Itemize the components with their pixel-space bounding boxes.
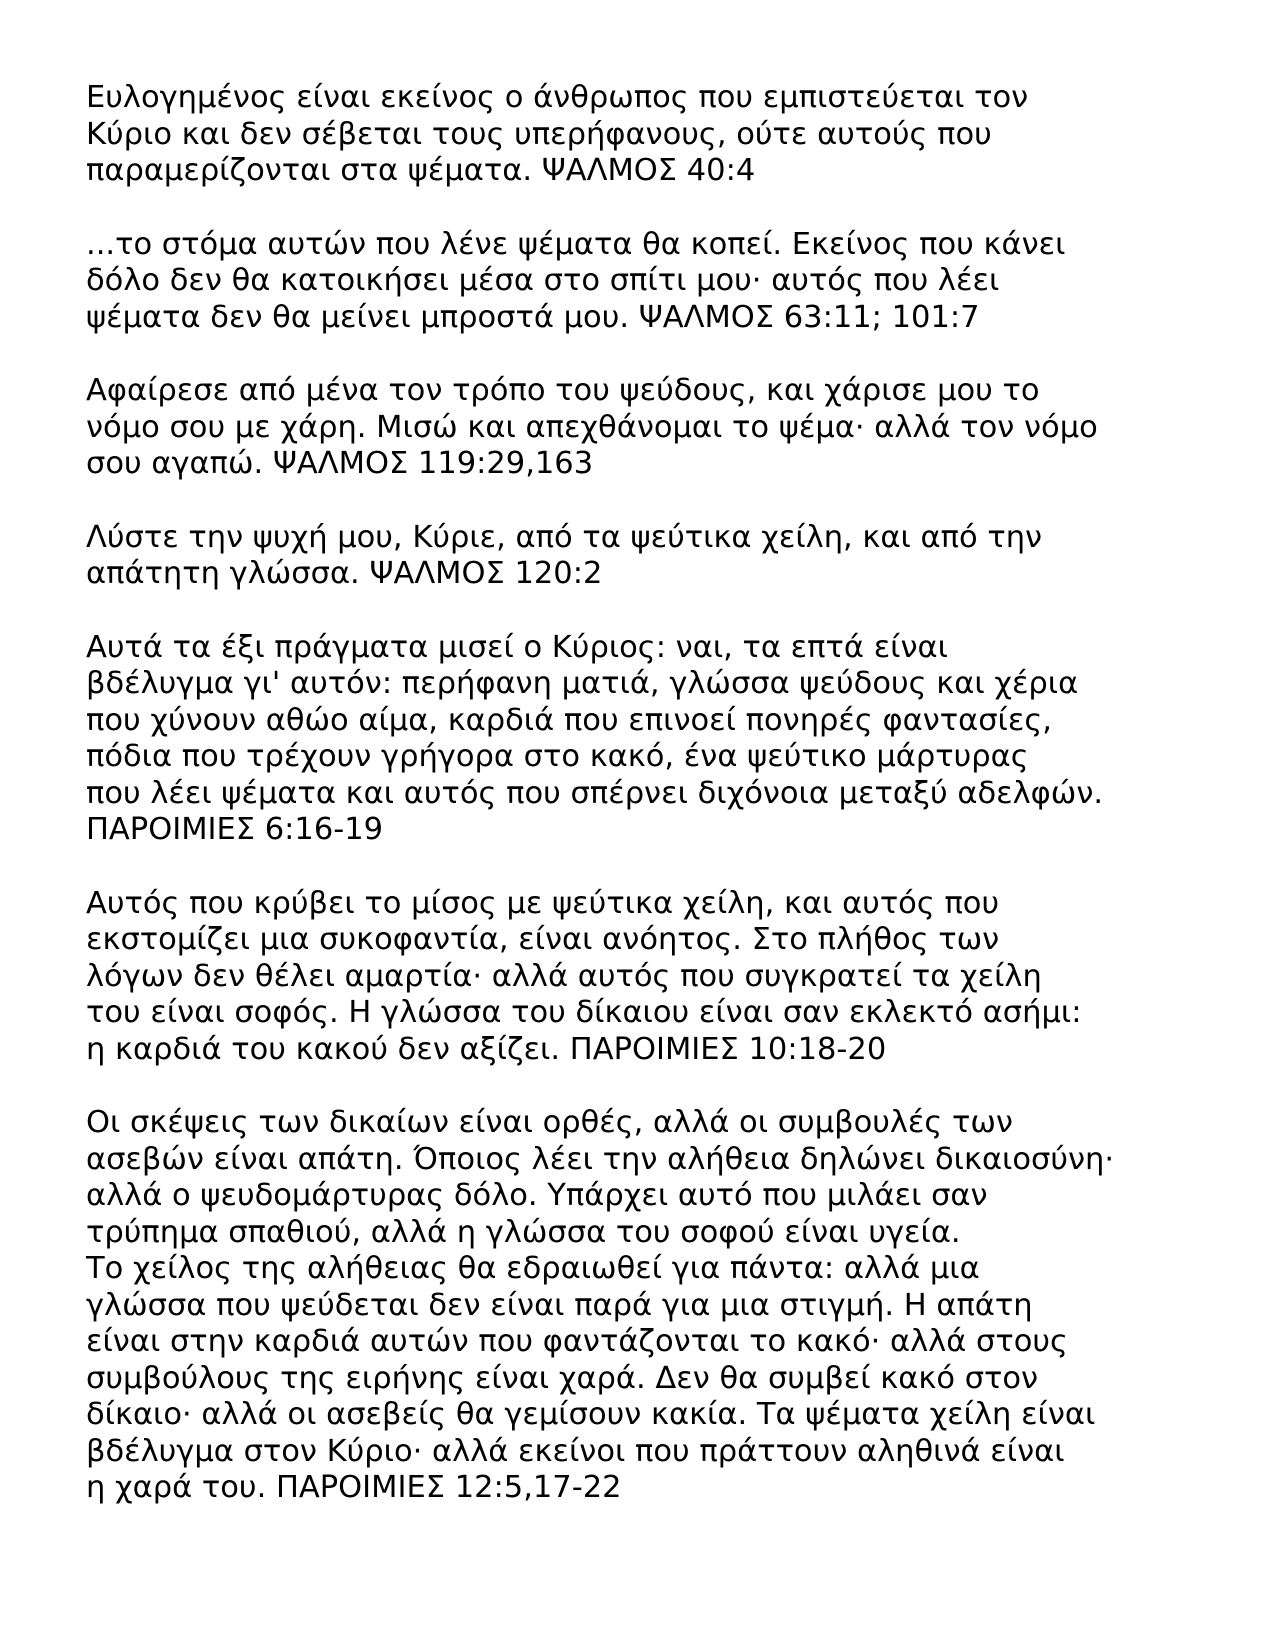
text-line: ψέματα δεν θα μείνει μπροστά μου. ΨΑΛΜΟΣ 63:11; 101:7 [86, 299, 980, 335]
text-line: απάτητη γλώσσα. ΨΑΛΜΟΣ 120:2 [86, 556, 603, 591]
text-line: εκστομίζει μια συκοφαντία, είναι ανόητος. Στο πλήθος των [86, 922, 1000, 957]
text-line: Αφαίρεσε από μένα τον τρόπο του ψεύδους, και χάρισε μου το [86, 373, 1040, 408]
text-line: Οι σκέψεις των δικαίων είναι ορθές, αλλά οι συμβουλές των [86, 1105, 1013, 1140]
text-line: αλλά ο ψευδομάρτυρας δόλο. Υπάρχει αυτό που μιλάει σαν [86, 1178, 988, 1213]
text-line: η χαρά του. ΠΑΡΟΙΜΙΕΣ 12:5,17-22 [86, 1470, 622, 1505]
text-line: ασεβών είναι απάτη. Όποιος λέει την αλήθεια δηλώνει δικαιοσύνη· [86, 1141, 1115, 1177]
paragraph-proverbs-12 [86, 1105, 1266, 1507]
text-line: που χύνουν αθώο αίμα, καρδιά που επινοεί πονηρές φαντασίες, [86, 702, 1052, 738]
text-line: ΠΑΡΟΙΜΙΕΣ 6:16-19 [86, 812, 384, 847]
paragraph-proverbs-6 [86, 630, 1266, 849]
paragraph-psalm-120 [86, 520, 1266, 593]
text-line: Το χείλος της αλήθειας θα εδραιωθεί για πάντα: αλλά μια [86, 1251, 980, 1286]
paragraph-psalm-119 [86, 373, 1266, 483]
paragraph-psalm-63-101 [86, 227, 1266, 337]
text-line: πόδια που τρέχουν γρήγορα στο κακό, ένα ψεύτικο μάρτυρας [86, 739, 1029, 774]
text-line: Αυτά τα έξι πράγματα μισεί ο Κύριος: ναι, τα επτά είναι [86, 629, 948, 665]
text-line: νόμο σου με χάρη. Μισώ και απεχθάνομαι το ψέμα· αλλά τον νόμο [86, 409, 1098, 445]
text-line: του είναι σοφός. Η γλώσσα του δίκαιου είναι σαν εκλεκτό ασήμι: [86, 995, 1082, 1030]
text-line: γλώσσα που ψεύδεται δεν είναι παρά για μια στιγμή. Η απάτη [86, 1287, 1033, 1323]
paragraph-proverbs-10 [86, 886, 1266, 1069]
text-line: τρύπημα σπαθιού, αλλά η γλώσσα του σοφού είναι υγεία. [86, 1214, 961, 1250]
text-line: που λέει ψέματα και αυτός που σπέρνει διχόνοια μεταξύ αδελφών. [86, 775, 1104, 811]
text-line: δίκαιο· αλλά οι ασεβείς θα γεμίσουν κακία. Τα ψέματα χείλη είναι [86, 1397, 1096, 1432]
text-line: Ευλογημένος είναι εκείνος ο άνθρωπος που εμπιστεύεται τον [86, 80, 1029, 115]
text-line: βδέλυγμα γι' αυτόν: περήφανη ματιά, γλώσσα ψεύδους και χέρια [86, 666, 1079, 701]
text-line: δόλο δεν θα κατοικήσει μέσα στο σπίτι μου· αυτός που λέει [86, 263, 1000, 298]
text-line: Αυτός που κρύβει το μίσος με ψεύτικα χείλη, και αυτός που [86, 885, 1000, 921]
text-line: παραμερίζονται στα ψέματα. ΨΑΛΜΟΣ 40:4 [86, 153, 756, 188]
text-line: συμβούλους της ειρήνης είναι χαρά. Δεν θα συμβεί κακό στον [86, 1360, 1039, 1396]
text-line: Λύστε την ψυχή μου, Κύριε, από τα ψεύτικα χείλη, και από την [86, 519, 1043, 555]
text-line: η καρδιά του κακού δεν αξίζει. ΠΑΡΟΙΜΙΕΣ 10:18-20 [86, 1031, 887, 1067]
text-line: ...το στόμα αυτών που λένε ψέματα θα κοπεί. Εκείνος που κάνει [86, 226, 1066, 262]
text-line: βδέλυγμα στον Κύριο· αλλά εκείνοι που πράττουν αληθινά είναι [86, 1433, 1065, 1469]
text-line: Κύριο και δεν σέβεται τους υπερήφανους, ούτε αυτούς που [86, 116, 992, 152]
text-line: είναι στην καρδιά αυτών που φαντάζονται το κακό· αλλά στους [86, 1324, 1068, 1359]
text-line: σου αγαπώ. ΨΑΛΜΟΣ 119:29,163 [86, 446, 594, 481]
paragraph-psalm-40 [86, 80, 1266, 190]
text-line: λόγων δεν θέλει αμαρτία· αλλά αυτός που συγκρατεί τα χείλη [86, 958, 1042, 994]
document-body [86, 80, 1266, 1544]
